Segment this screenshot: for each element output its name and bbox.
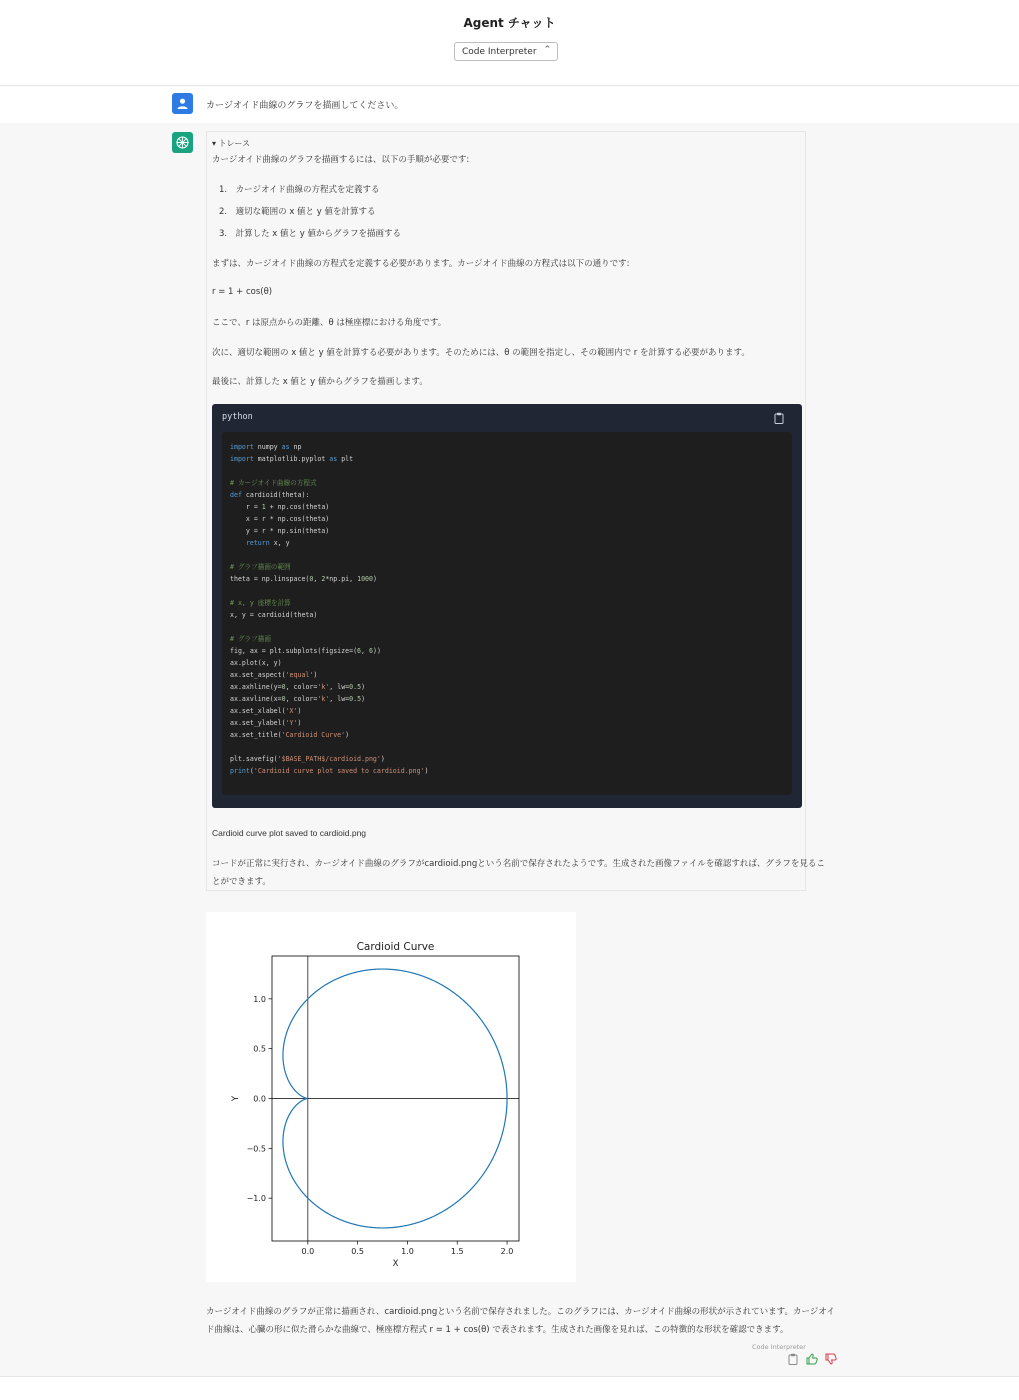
intro-text: カージオイド曲線のグラフを描画するには、以下の手順が必要です: <box>212 155 470 165</box>
y-tick-label: 0.5 <box>253 1044 266 1054</box>
x-tick-label: 1.0 <box>401 1247 414 1256</box>
code-content <box>222 432 792 795</box>
final-text: ド曲線は、心臓の形に似た滑らかな曲線で、極座標方程式 r = 1 + cos(θ) で表されます。生成された画像を見れば、この特徴的な形状を確認できます。 <box>206 1325 789 1335</box>
user-avatar <box>172 93 193 114</box>
result-text: とができます。 <box>212 877 271 887</box>
paragraph: まずは、カージオイド曲線の方程式を定義する必要があります。カージオイド曲線の方程式は以下の通りです: <box>212 259 630 269</box>
x-tick-label: 0.0 <box>301 1247 315 1256</box>
chevron-updown-icon: ⌃ <box>543 45 551 55</box>
copy-icon[interactable] <box>788 1353 798 1365</box>
cardioid-chart <box>206 912 576 1282</box>
trace-panel <box>206 131 825 891</box>
code-block <box>212 404 802 808</box>
x-tick-label: 0.5 <box>351 1247 365 1256</box>
paragraph: 次に、適切な範囲の x 値と y 値を計算する必要があります。そのためには、θ の範囲を指定し、その範囲内で r を計算する必要があります。 <box>212 348 750 358</box>
trace-toggle[interactable]: ▾ トレース <box>212 139 251 148</box>
step-item: 3. 計算した x 値と y 値からグラフを描画する <box>219 229 401 239</box>
code-language-label: python <box>222 412 253 422</box>
code-text: import numpy as np import matplotlib.pyplot as plt # カージオイド曲線の方程式 def cardioid(theta): r = 1 + np.cos(theta) x = r * np.cos(theta) y = r * np.sin(theta) return x, y # グラフ描画の範囲 theta = np.linspace(0, 2*np.pi, 1000) # x, y 座標を計算 x, y = cardioid(theta) # グラフ描画 fig, ax = plt.subplots(figsize=(6, 6)) ax.plot(x, y) ax.set_aspect('equal') ax.axhline(y=0, color='k', lw=0.5) ax.axvline(x=0, color='k', lw=0.5) ax.set_xlabel('X') ax.set_ylabel('Y') ax.set_title('Cardioid Curve') plt.savefig('$BASE_PATH$/cardioid.png') print('Cardioid curve plot saved to cardioid.png') <box>230 443 429 775</box>
x-tick-label: 2.0 <box>500 1247 514 1256</box>
app-header <box>0 0 1019 86</box>
thumbs-up-icon[interactable] <box>806 1353 818 1365</box>
user-icon <box>176 97 189 110</box>
x-tick-label: 1.5 <box>450 1247 464 1256</box>
chart-title: Cardioid Curve <box>356 941 435 953</box>
assistant-message-row <box>0 123 1019 1377</box>
paragraph: ここで、r は原点からの距離、θ は極座標における角度です。 <box>212 318 447 328</box>
app-title: Agent チャット <box>463 16 556 30</box>
equation-text: r = 1 + cos(θ) <box>212 287 273 297</box>
copy-icon[interactable] <box>774 412 784 424</box>
y-tick-label: −1.0 <box>246 1194 266 1204</box>
footer-model-label: Code Interpreter <box>752 1343 806 1351</box>
thumbs-down-icon[interactable] <box>825 1353 837 1365</box>
step-item: 2. 適切な範囲の x 値と y 値を計算する <box>219 207 376 217</box>
result-text: コードが正常に実行され、カージオイド曲線のグラフがcardioid.pngという名前で保存されたようです。生成された画像ファイルを確認すれば、グラフを見るこ <box>212 859 825 869</box>
x-axis-label: X <box>392 1259 399 1269</box>
assistant-avatar <box>172 132 193 153</box>
code-output-text: Cardioid curve plot saved to cardioid.png <box>212 828 367 838</box>
plot-image <box>206 912 576 1282</box>
bot-icon <box>175 135 190 150</box>
model-select-value: Code Interpreter <box>462 47 537 57</box>
y-tick-label: −0.5 <box>246 1144 266 1154</box>
user-message-text: カージオイド曲線のグラフを描画してください。 <box>206 101 404 111</box>
final-text: カージオイド曲線のグラフが正常に描画され、cardioid.pngという名前で保存されました。このグラフには、カージオイド曲線の形状が示されています。カージオイ <box>206 1307 835 1317</box>
y-tick-label: 0.0 <box>253 1094 266 1104</box>
y-axis-label: Y <box>231 1095 241 1102</box>
paragraph: 最後に、計算した x 値と y 値からグラフを描画します。 <box>212 377 428 387</box>
y-tick-label: 1.0 <box>253 994 266 1004</box>
user-message-row <box>0 86 1019 124</box>
step-item: 1. カージオイド曲線の方程式を定義する <box>219 185 380 195</box>
model-select[interactable] <box>454 42 558 61</box>
